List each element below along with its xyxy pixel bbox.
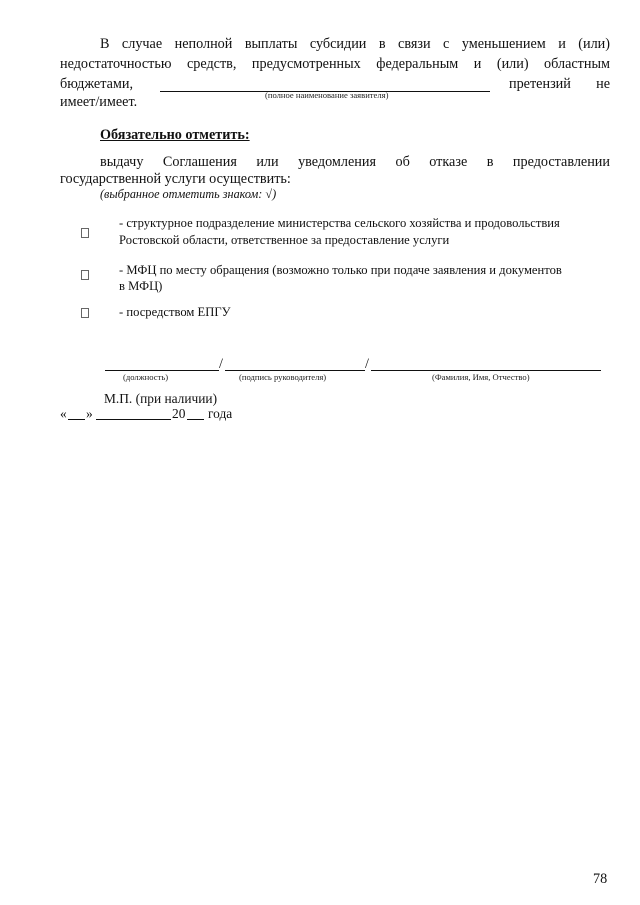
option-mfc-line1: - МФЦ по месту обращения (возможно только при подаче заявления и документов <box>119 263 562 277</box>
signature-caption: (подпись руководителя) <box>239 372 327 382</box>
option-checkbox-ministry[interactable] <box>81 228 89 238</box>
applicant-caption: (полное наименование заявителя) <box>265 90 389 100</box>
para1-line2: недостаточностью средств, предусмотренных федеральным и (или) областным <box>60 56 610 72</box>
option-ministry-line1: - структурное подразделение министерства сельского хозяйства и продовольствия <box>119 216 560 230</box>
must-note-heading: Обязательно отметить: <box>100 127 250 143</box>
para1-line4: имеет/имеет. <box>60 94 138 110</box>
position-caption: (должность) <box>123 372 169 382</box>
date-open-quote: « <box>60 406 67 421</box>
para1-line1: В случае неполной выплаты субсидии в связи с уменьшением и (или) <box>100 36 610 52</box>
date-day-line <box>68 419 85 420</box>
fullname-line <box>371 370 601 371</box>
separator-slash-2: / <box>365 356 369 372</box>
separator-slash-1: / <box>219 356 223 372</box>
date-year-prefix: 20 <box>172 406 186 421</box>
option-checkbox-mfc[interactable] <box>81 270 89 280</box>
date-year-suffix: года <box>208 406 233 421</box>
must-note-line2: государственной услуги осуществить: <box>60 171 291 187</box>
position-line <box>105 370 219 371</box>
must-note-line1: выдачу Соглашения или уведомления об отказе в предоставлении <box>100 154 610 170</box>
date-year-line <box>187 419 204 420</box>
must-note-hint: (выбранное отметить знаком: √) <box>100 187 277 201</box>
para1-line3-left: бюджетами, <box>60 76 134 92</box>
option-mfc-line2: в МФЦ) <box>119 279 163 293</box>
page-number: 78 <box>593 871 608 887</box>
option-checkbox-epgu[interactable] <box>81 308 89 318</box>
date-close-quote: » <box>86 406 93 421</box>
signature-line <box>225 370 365 371</box>
option-ministry-line2: Ростовской области, ответственное за предоставление услуги <box>119 233 450 247</box>
option-epgu-line1: - посредством ЕПГУ <box>119 305 231 319</box>
stamp-label: М.П. (при наличии) <box>104 391 218 406</box>
para1-line3-right: претензий не <box>509 76 610 92</box>
fullname-caption: (Фамилия, Имя, Отчество) <box>432 372 530 382</box>
date-month-line <box>96 419 171 420</box>
